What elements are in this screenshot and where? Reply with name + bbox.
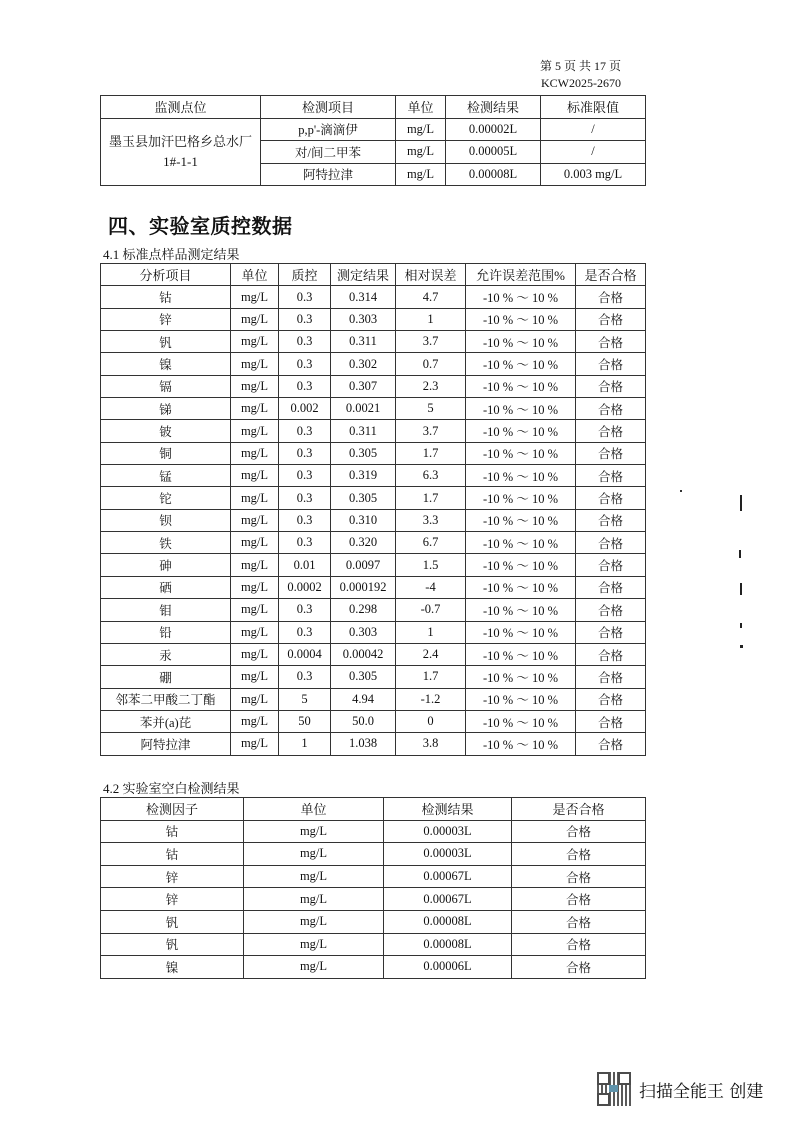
analyte-cell: 钴 [101, 286, 231, 308]
unit-cell: mg/L [231, 442, 279, 464]
pass-cell: 合格 [512, 843, 646, 866]
table-row [101, 933, 646, 956]
relative-error-cell: 1 [396, 621, 466, 643]
blank-samples-table [100, 797, 646, 979]
unit-cell: mg/L [231, 621, 279, 643]
measured-cell: 0.0021 [331, 398, 396, 420]
table-header-row [101, 96, 646, 119]
unit-cell: mg/L [231, 398, 279, 420]
factor-cell: 钴 [101, 820, 244, 843]
tolerance-cell: -10 % ～ 10 % [466, 442, 576, 464]
unit-cell: mg/L [231, 643, 279, 665]
relative-error-cell: -0.7 [396, 599, 466, 621]
relative-error-cell: 1.7 [396, 666, 466, 688]
tolerance-cell: -10 % ～ 10 % [466, 599, 576, 621]
qc-value-cell: 0.3 [279, 465, 331, 487]
measured-cell: 0.314 [331, 286, 396, 308]
scanner-watermark [597, 1072, 763, 1106]
relative-error-cell: 6.7 [396, 532, 466, 554]
tolerance-cell: -10 % ～ 10 % [466, 621, 576, 643]
qc-value-cell: 0.3 [279, 532, 331, 554]
measured-cell: 0.303 [331, 308, 396, 330]
analyte-cell: 钒 [101, 331, 231, 353]
pass-cell: 合格 [576, 733, 646, 755]
table-row [101, 643, 646, 665]
tolerance-cell: -10 % ～ 10 % [466, 353, 576, 375]
qc-value-cell: 0.3 [279, 420, 331, 442]
measured-cell: 0.320 [331, 532, 396, 554]
table-row [101, 688, 646, 710]
tolerance-cell: -10 % ～ 10 % [466, 532, 576, 554]
relative-error-cell: -4 [396, 576, 466, 598]
relative-error-cell: 3.7 [396, 420, 466, 442]
measured-cell: 0.000192 [331, 576, 396, 598]
factor-cell: 钒 [101, 933, 244, 956]
analyte-cell: 邻苯二甲酸二丁酯 [101, 688, 231, 710]
analyte-cell: 铅 [101, 621, 231, 643]
pass-cell: 合格 [576, 442, 646, 464]
analyte-cell: 镍 [101, 353, 231, 375]
relative-error-cell: 5 [396, 398, 466, 420]
factor-cell: 钒 [101, 910, 244, 933]
result-cell: 0.00005L [446, 141, 541, 164]
measured-cell: 0.305 [331, 487, 396, 509]
page-number: 第 5 页 共 17 页 [539, 59, 621, 73]
unit-cell: mg/L [231, 576, 279, 598]
tolerance-cell: -10 % ～ 10 % [466, 509, 576, 531]
unit-cell: mg/L [231, 599, 279, 621]
unit-cell: mg/L [231, 420, 279, 442]
pass-cell: 合格 [576, 353, 646, 375]
analyte-cell: 硼 [101, 666, 231, 688]
pass-cell: 合格 [576, 688, 646, 710]
table-row [101, 308, 646, 330]
tolerance-cell: -10 % ～ 10 % [466, 286, 576, 308]
qc-value-cell: 0.3 [279, 286, 331, 308]
unit-cell: mg/L [244, 956, 384, 979]
pass-cell: 合格 [576, 375, 646, 397]
table-row [101, 843, 646, 866]
measured-cell: 0.311 [331, 331, 396, 353]
pass-cell: 合格 [576, 554, 646, 576]
header-cell: 检测项目 [261, 96, 396, 119]
unit-cell: mg/L [231, 353, 279, 375]
standard-samples-body [101, 286, 646, 755]
table-row [101, 509, 646, 531]
qc-value-cell: 0.01 [279, 554, 331, 576]
tolerance-cell: -10 % ～ 10 % [466, 487, 576, 509]
scan-speck [680, 490, 682, 492]
tolerance-cell: -10 % ～ 10 % [466, 398, 576, 420]
table-header-row [101, 264, 646, 286]
analyte-cell: 锑 [101, 398, 231, 420]
measured-cell: 0.305 [331, 666, 396, 688]
analyte-cell: 钼 [101, 599, 231, 621]
header-cell: 质控 [279, 264, 331, 286]
pass-cell: 合格 [576, 465, 646, 487]
watermark-text: 扫描全能王 创建 [639, 1081, 764, 1102]
pass-cell: 合格 [576, 532, 646, 554]
table-row [101, 442, 646, 464]
qr-code-icon [597, 1072, 631, 1106]
result-cell: 0.00003L [384, 843, 512, 866]
qc-value-cell: 0.002 [279, 398, 331, 420]
pass-cell: 合格 [512, 933, 646, 956]
measured-cell: 0.305 [331, 442, 396, 464]
result-cell: 0.00067L [384, 888, 512, 911]
measured-cell: 0.307 [331, 375, 396, 397]
header-cell: 测定结果 [331, 264, 396, 286]
item-cell: 对/间二甲苯 [261, 141, 396, 164]
qc-value-cell: 0.3 [279, 487, 331, 509]
unit-cell: mg/L [244, 910, 384, 933]
tolerance-cell: -10 % ～ 10 % [466, 643, 576, 665]
analyte-cell: 汞 [101, 643, 231, 665]
relative-error-cell: 0.7 [396, 353, 466, 375]
unit-cell: mg/L [231, 286, 279, 308]
unit-cell: mg/L [231, 710, 279, 732]
relative-error-cell: 2.4 [396, 643, 466, 665]
header-cell: 检测结果 [384, 798, 512, 821]
table-row [101, 398, 646, 420]
measured-cell: 0.298 [331, 599, 396, 621]
measured-cell: 0.302 [331, 353, 396, 375]
header-cell: 单位 [396, 96, 446, 119]
pass-cell: 合格 [576, 643, 646, 665]
relative-error-cell: 3.7 [396, 331, 466, 353]
table-row [101, 465, 646, 487]
relative-error-cell: 1 [396, 308, 466, 330]
analyte-cell: 锰 [101, 465, 231, 487]
table-row [101, 956, 646, 979]
pass-cell: 合格 [576, 666, 646, 688]
pass-cell: 合格 [512, 888, 646, 911]
factor-cell: 钴 [101, 843, 244, 866]
measured-cell: 0.303 [331, 621, 396, 643]
tolerance-cell: -10 % ～ 10 % [466, 576, 576, 598]
table-row [101, 621, 646, 643]
factor-cell: 镍 [101, 956, 244, 979]
table-row [101, 487, 646, 509]
table-row [101, 420, 646, 442]
unit-cell: mg/L [244, 933, 384, 956]
unit-cell: mg/L [231, 487, 279, 509]
pass-cell: 合格 [576, 599, 646, 621]
qc-value-cell: 0.0002 [279, 576, 331, 598]
qc-value-cell: 0.3 [279, 442, 331, 464]
factor-cell: 锌 [101, 888, 244, 911]
analyte-cell: 阿特拉津 [101, 733, 231, 755]
pass-cell: 合格 [512, 820, 646, 843]
table-row [101, 733, 646, 755]
limit-cell: / [541, 141, 646, 164]
header-cell: 监测点位 [101, 96, 261, 119]
tolerance-cell: -10 % ～ 10 % [466, 710, 576, 732]
measured-cell: 0.310 [331, 509, 396, 531]
tolerance-cell: -10 % ～ 10 % [466, 420, 576, 442]
relative-error-cell: 2.3 [396, 375, 466, 397]
item-cell: 阿特拉津 [261, 163, 396, 186]
result-cell: 0.00008L [384, 933, 512, 956]
measured-cell: 0.311 [331, 420, 396, 442]
result-cell: 0.00002L [446, 118, 541, 141]
table-row [101, 910, 646, 933]
pass-cell: 合格 [576, 710, 646, 732]
pass-cell: 合格 [576, 509, 646, 531]
relative-error-cell: 4.7 [396, 286, 466, 308]
analyte-cell: 苯并(a)芘 [101, 710, 231, 732]
unit-cell: mg/L [396, 163, 446, 186]
qc-value-cell: 50 [279, 710, 331, 732]
unit-cell: mg/L [244, 843, 384, 866]
qc-value-cell: 0.3 [279, 666, 331, 688]
relative-error-cell: 0 [396, 710, 466, 732]
result-cell: 0.00006L [384, 956, 512, 979]
qc-value-cell: 0.3 [279, 308, 331, 330]
tolerance-cell: -10 % ～ 10 % [466, 666, 576, 688]
measured-cell: 0.0097 [331, 554, 396, 576]
pass-cell: 合格 [512, 910, 646, 933]
analyte-cell: 钡 [101, 509, 231, 531]
tolerance-cell: -10 % ～ 10 % [466, 375, 576, 397]
analyte-cell: 铁 [101, 532, 231, 554]
unit-cell: mg/L [231, 509, 279, 531]
standard-samples-title: 4.1 标准点样品测定结果 [103, 247, 240, 262]
unit-cell: mg/L [396, 141, 446, 164]
measured-cell: 0.00042 [331, 643, 396, 665]
tolerance-cell: -10 % ～ 10 % [466, 331, 576, 353]
pass-cell: 合格 [576, 331, 646, 353]
header-cell: 是否合格 [512, 798, 646, 821]
relative-error-cell: 1.5 [396, 554, 466, 576]
header-cell: 单位 [231, 264, 279, 286]
analyte-cell: 铜 [101, 442, 231, 464]
unit-cell: mg/L [231, 308, 279, 330]
relative-error-cell: 3.3 [396, 509, 466, 531]
pass-cell: 合格 [512, 956, 646, 979]
qc-value-cell: 0.3 [279, 509, 331, 531]
table-row [101, 118, 646, 141]
table-row [101, 532, 646, 554]
standard-samples-table [100, 263, 646, 756]
header-cell: 分析项目 [101, 264, 231, 286]
pass-cell: 合格 [576, 621, 646, 643]
result-cell: 0.00008L [384, 910, 512, 933]
page-info [540, 58, 621, 92]
analyte-cell: 砷 [101, 554, 231, 576]
unit-cell: mg/L [231, 331, 279, 353]
measured-cell: 4.94 [331, 688, 396, 710]
unit-cell: mg/L [396, 118, 446, 141]
header-cell: 相对误差 [396, 264, 466, 286]
pass-cell: 合格 [576, 286, 646, 308]
tolerance-cell: -10 % ～ 10 % [466, 733, 576, 755]
tolerance-cell: -10 % ～ 10 % [466, 465, 576, 487]
relative-error-cell: 1.7 [396, 442, 466, 464]
limit-cell: / [541, 118, 646, 141]
measured-cell: 0.319 [331, 465, 396, 487]
unit-cell: mg/L [231, 465, 279, 487]
qc-value-cell: 0.3 [279, 353, 331, 375]
unit-cell: mg/L [231, 375, 279, 397]
table-row [101, 710, 646, 732]
limit-cell: 0.003 mg/L [541, 163, 646, 186]
factor-cell: 锌 [101, 865, 244, 888]
monitoring-site: 墨玉县加汗巴格乡总水厂 1#-1-1 [101, 118, 261, 186]
pass-cell: 合格 [576, 398, 646, 420]
unit-cell: mg/L [244, 820, 384, 843]
qc-value-cell: 5 [279, 688, 331, 710]
table-row [101, 820, 646, 843]
header-cell: 标准限值 [541, 96, 646, 119]
result-cell: 0.00008L [446, 163, 541, 186]
qc-value-cell: 0.0004 [279, 643, 331, 665]
table-row [101, 375, 646, 397]
relative-error-cell: 6.3 [396, 465, 466, 487]
item-cell: p,p'-滴滴伊 [261, 118, 396, 141]
qc-value-cell: 0.3 [279, 375, 331, 397]
qc-value-cell: 1 [279, 733, 331, 755]
relative-error-cell: 1.7 [396, 487, 466, 509]
table-row [101, 353, 646, 375]
analyte-cell: 硒 [101, 576, 231, 598]
pass-cell: 合格 [576, 420, 646, 442]
measured-cell: 50.0 [331, 710, 396, 732]
monitoring-table [100, 95, 646, 186]
result-cell: 0.00067L [384, 865, 512, 888]
qc-value-cell: 0.3 [279, 621, 331, 643]
unit-cell: mg/L [244, 888, 384, 911]
table-row [101, 599, 646, 621]
unit-cell: mg/L [231, 733, 279, 755]
unit-cell: mg/L [231, 688, 279, 710]
analyte-cell: 铊 [101, 487, 231, 509]
analyte-cell: 镉 [101, 375, 231, 397]
report-number: KCW2025-2670 [541, 76, 621, 90]
blank-samples-body [101, 820, 646, 978]
table-row [101, 554, 646, 576]
header-cell: 允许误差范围% [466, 264, 576, 286]
header-cell: 检测结果 [446, 96, 541, 119]
unit-cell: mg/L [231, 554, 279, 576]
table-row [101, 666, 646, 688]
unit-cell: mg/L [244, 865, 384, 888]
table-row [101, 576, 646, 598]
measured-cell: 1.038 [331, 733, 396, 755]
pass-cell: 合格 [512, 865, 646, 888]
analyte-cell: 锌 [101, 308, 231, 330]
tolerance-cell: -10 % ～ 10 % [466, 688, 576, 710]
table-row [101, 286, 646, 308]
header-cell: 是否合格 [576, 264, 646, 286]
analyte-cell: 铍 [101, 420, 231, 442]
unit-cell: mg/L [231, 532, 279, 554]
unit-cell: mg/L [231, 666, 279, 688]
table-row [101, 331, 646, 353]
table-row [101, 888, 646, 911]
header-cell: 单位 [244, 798, 384, 821]
pass-cell: 合格 [576, 487, 646, 509]
relative-error-cell: 3.8 [396, 733, 466, 755]
qc-value-cell: 0.3 [279, 599, 331, 621]
table-header-row [101, 798, 646, 821]
pass-cell: 合格 [576, 576, 646, 598]
tolerance-cell: -10 % ～ 10 % [466, 554, 576, 576]
tolerance-cell: -10 % ～ 10 % [466, 308, 576, 330]
relative-error-cell: -1.2 [396, 688, 466, 710]
pass-cell: 合格 [576, 308, 646, 330]
section-title: 四、实验室质控数据 [108, 214, 293, 238]
blank-samples-title: 4.2 实验室空白检测结果 [103, 781, 240, 796]
result-cell: 0.00003L [384, 820, 512, 843]
header-cell: 检测因子 [101, 798, 244, 821]
table-row [101, 865, 646, 888]
qc-value-cell: 0.3 [279, 331, 331, 353]
